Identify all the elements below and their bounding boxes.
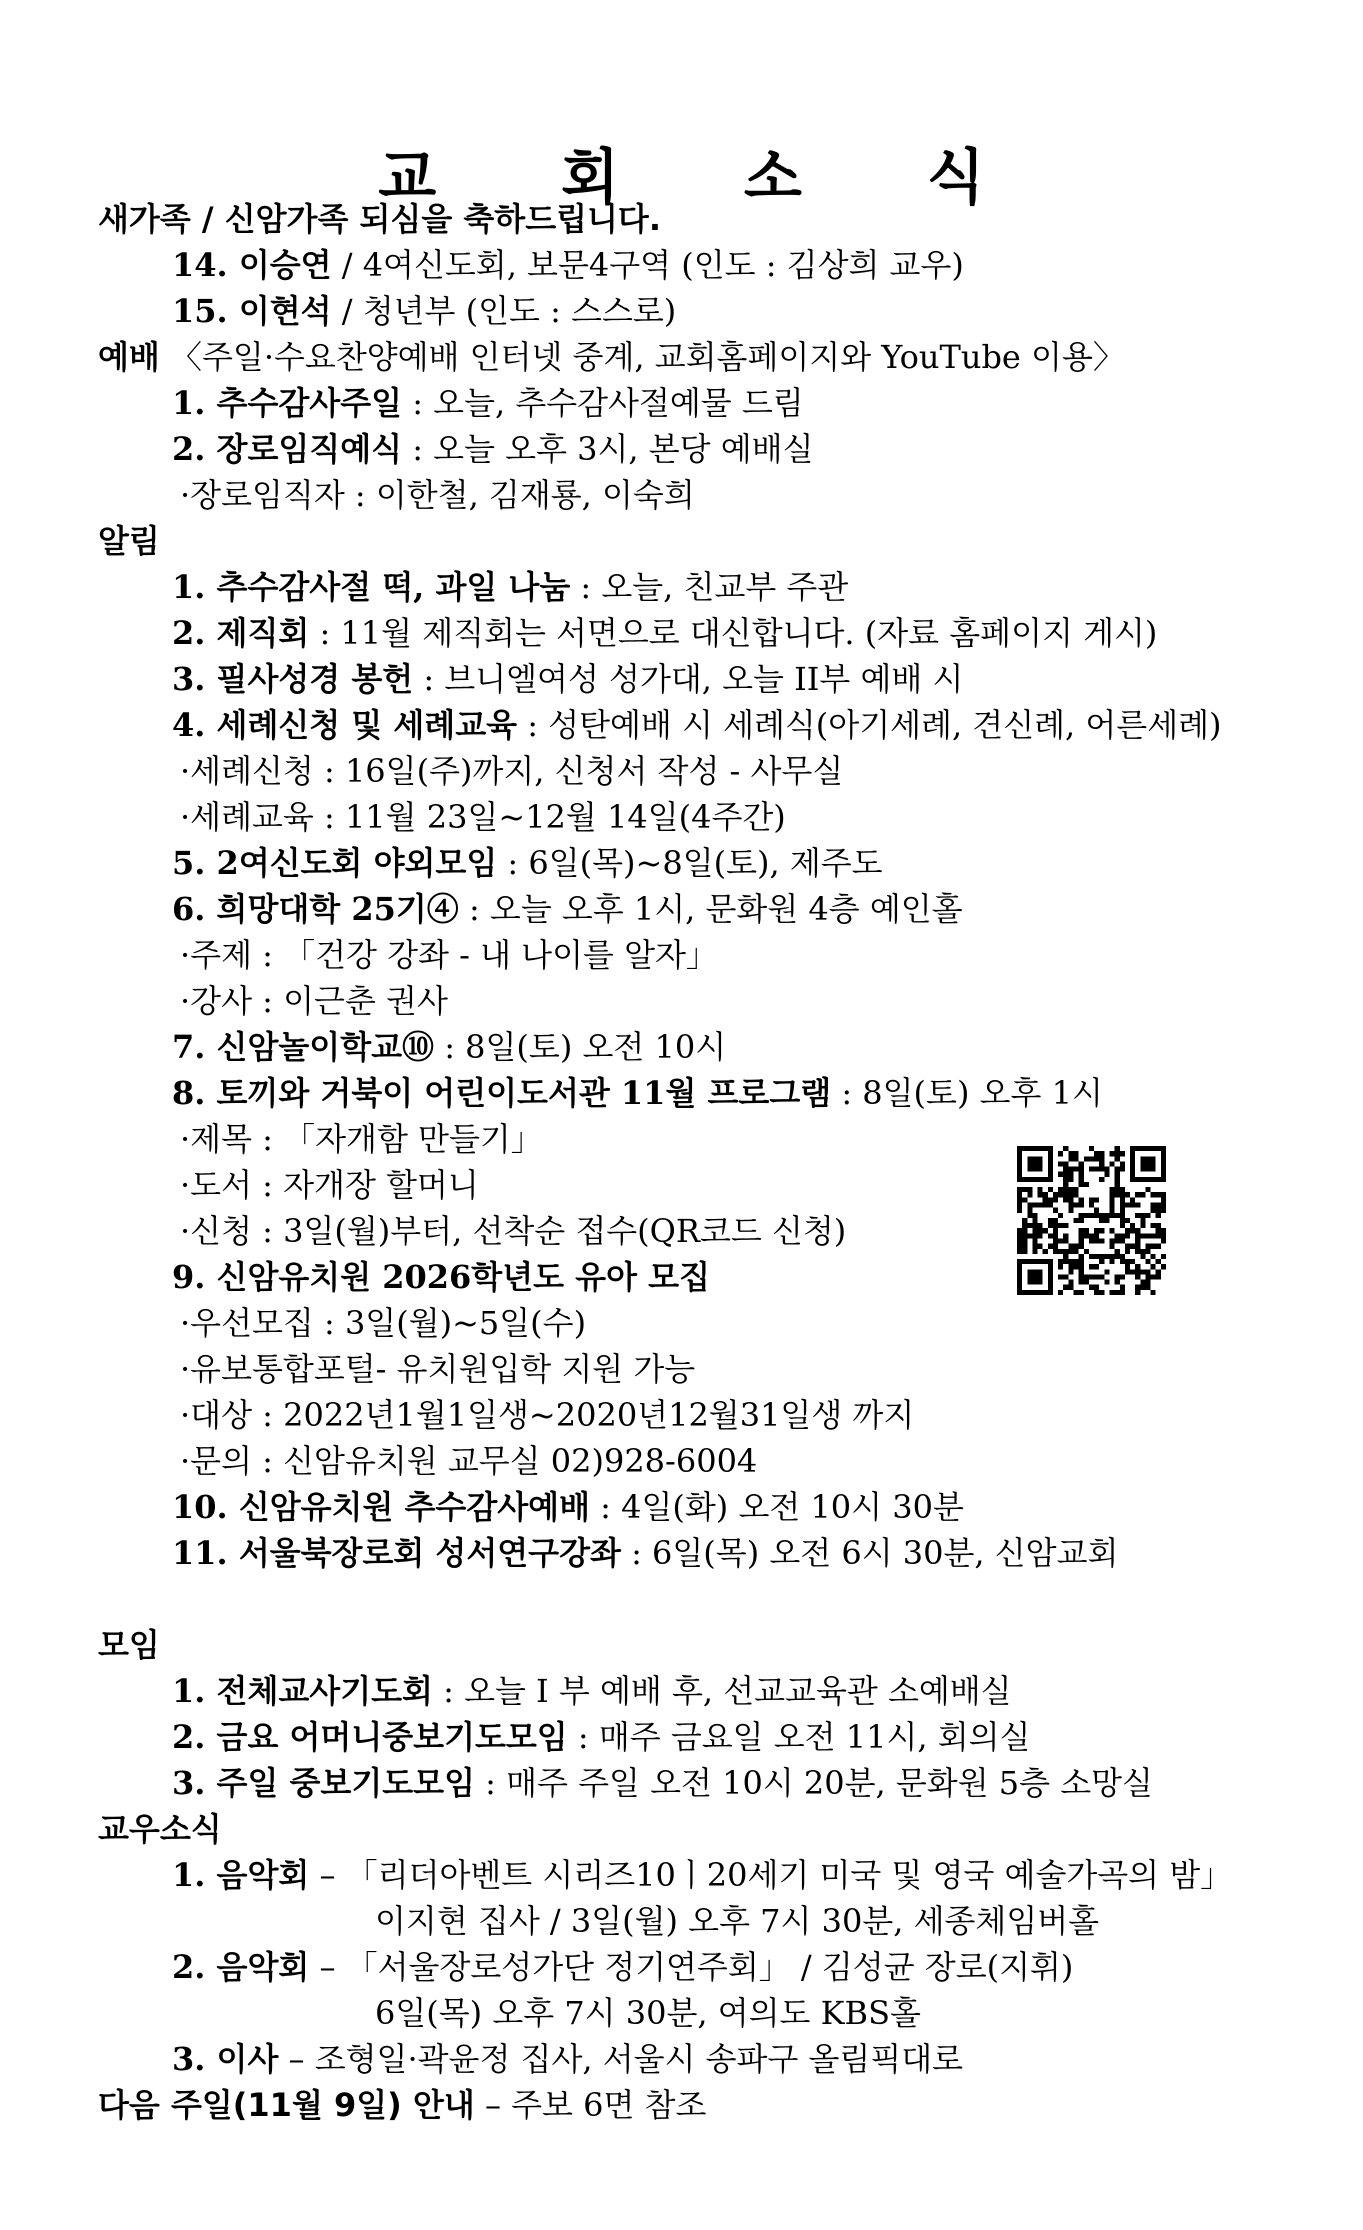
new-family-detail: / 4여신도회, 보문4구역 (인도 : 김상희 교우) [331,246,964,284]
qr-code-icon[interactable] [1017,1146,1166,1295]
next-week-line [98,2082,706,2128]
meeting-item-text: : 오늘 I 부 예배 후, 선교교육관 소예배실 [432,1672,1012,1710]
meeting-item-label: 3. 주일 중보기도모임 [172,1764,475,1802]
notice-item [172,886,963,932]
member-news-label: 2. 음악회 [172,1948,310,1986]
next-week-heading: 다음 주일(11월 9일) 안내 [98,2086,475,2124]
notice-sub: ·강사 : 이근춘 권사 [180,982,448,1020]
worship-item-label: 2. 장로임직예식 [172,430,403,468]
meeting-heading: 모임 [98,1626,160,1664]
meeting-item-text: : 매주 주일 오전 10시 20분, 문화원 5층 소망실 [474,1764,1153,1802]
notice-item [172,610,1157,656]
notice-item-label: 3. 필사성경 봉헌 [172,660,414,698]
notice-item [172,1254,710,1300]
notice-item-text: : 8일(토) 오전 10시 [434,1028,727,1066]
member-news-label: 1. 음악회 [172,1856,310,1894]
notice-item [172,1024,726,1070]
meeting-item-label: 2. 금요 어머니중보기도모임 [172,1718,568,1756]
worship-heading: 예배 [98,338,160,376]
member-news-item [172,1944,1073,1990]
new-family-item [172,288,676,334]
new-family-detail: / 청년부 (인도 : 스스로) [331,292,677,330]
notice-item-label: 9. 신암유치원 2026학년도 유아 모집 [172,1258,710,1296]
notice-item-label: 2. 제직회 [172,614,310,652]
notice-item [172,840,883,886]
notice-item-text: : 6일(목) 오전 6시 30분, 신암교회 [620,1534,1119,1572]
meeting-item [172,1668,1012,1714]
notice-item-label: 6. 희망대학 25기④ [172,890,459,928]
worship-item-text: : 오늘 오후 3시, 본당 예배실 [402,430,814,468]
member-news-heading: 교우소식 [98,1810,222,1848]
meeting-item-label: 1. 전체교사기도회 [172,1672,433,1710]
worship-item [172,426,814,472]
notice-item-text: : 6일(목)~8일(토), 제주도 [497,844,883,882]
notice-item-text: : 오늘 오후 1시, 문화원 4층 예인홀 [458,890,963,928]
meeting-item [172,1714,1030,1760]
worship-item [172,380,804,426]
notice-sub: ·우선모집 : 3일(월)~5일(수) [180,1304,587,1342]
notice-sub: ·세례교육 : 11월 23일~12월 14일(4주간) [180,798,786,836]
notice-item-label: 8. 토끼와 거북이 어린이도서관 11월 프로그램 [172,1074,832,1112]
notice-item-text: : 4일(화) 오전 10시 30분 [590,1488,964,1526]
member-news-label: 3. 이사 [172,2040,279,2078]
notice-sub: ·도서 : 자개장 할머니 [180,1166,479,1204]
notice-item-text: : 11월 제직회는 서면으로 대신합니다. (자료 홈페이지 게시) [309,614,1158,652]
member-news-text: – 「서울장로성가단 정기연주회」 / 김성균 장로(지휘) [309,1948,1074,1986]
notice-item [172,1484,964,1530]
meeting-item-text: : 매주 금요일 오전 11시, 회의실 [567,1718,1031,1756]
notice-sub: ·세례신청 : 16일(주)까지, 신청서 작성 - 사무실 [180,752,844,790]
notice-item [172,1070,1103,1116]
worship-heading-line [98,334,1125,380]
member-news-cont: 6일(목) 오후 7시 30분, 여의도 KBS홀 [375,1994,921,2032]
meeting-item [172,1760,1153,1806]
notice-item [172,656,963,702]
notice-sub: ·제목 : 「자개함 만들기」 [180,1120,543,1158]
notice-sub: ·문의 : 신암유치원 교무실 02)928-6004 [180,1442,758,1480]
member-news-item [172,2036,963,2082]
notice-item [172,564,848,610]
new-family-name: 15. 이현석 [172,292,332,330]
notice-item-label: 5. 2여신도회 야외모임 [172,844,498,882]
member-news-text: – 「리더아벤트 시리즈10ㅣ20세기 미국 및 영국 예술가곡의 밤」 [309,1856,1233,1894]
notice-item [172,702,1222,748]
next-week-text: – 주보 6면 참조 [474,2086,707,2124]
notice-item-text: : 성탄예배 시 세례식(아기세례, 견신례, 어른세례) [517,706,1222,744]
notice-item-label: 1. 추수감사절 떡, 과일 나눔 [172,568,571,606]
member-news-cont: 이지현 집사 / 3일(월) 오후 7시 30분, 세종체임버홀 [375,1902,1100,1940]
worship-item-label: 1. 추수감사주일 [172,384,403,422]
notice-item-text: : 8일(토) 오후 1시 [831,1074,1103,1112]
new-family-name: 14. 이승연 [172,246,332,284]
notice-sub: ·주제 : 「건강 강좌 - 내 나이를 알자」 [180,936,718,974]
notice-item-text: : 브니엘여성 성가대, 오늘 II부 예배 시 [413,660,964,698]
page-title: 교 회 소 식 [378,143,1037,213]
new-family-item [172,242,964,288]
notice-item-label: 11. 서울북장로회 성서연구강좌 [172,1534,621,1572]
notice-sub: ·신청 : 3일(월)부터, 선착순 접수(QR코드 신청) [180,1212,847,1250]
notice-item-text: : 오늘, 친교부 주관 [570,568,849,606]
worship-item-text: : 오늘, 추수감사절예물 드림 [402,384,804,422]
worship-sub: ·장로임직자 : 이한철, 김재룡, 이숙희 [180,476,695,514]
notice-sub: ·대상 : 2022년1월1일생~2020년12월31일생 까지 [180,1396,915,1434]
notice-item-label: 10. 신암유치원 추수감사예배 [172,1488,590,1526]
worship-heading-note: 〈주일·수요찬양예배 인터넷 중계, 교회홈페이지와 YouTube 이용〉 [159,338,1125,376]
notice-sub: ·유보통합포털- 유치원입학 지원 가능 [180,1350,696,1388]
member-news-item [172,1852,1232,1898]
notice-item-label: 4. 세례신청 및 세례교육 [172,706,518,744]
member-news-text: – 조형일·곽윤정 집사, 서울시 송파구 올림픽대로 [278,2040,964,2078]
notice-heading: 알림 [98,522,160,560]
notice-item [172,1530,1118,1576]
new-family-heading: 새가족 / 신암가족 되심을 축하드립니다. [98,200,661,238]
notice-item-label: 7. 신암놀이학교⑩ [172,1028,435,1066]
